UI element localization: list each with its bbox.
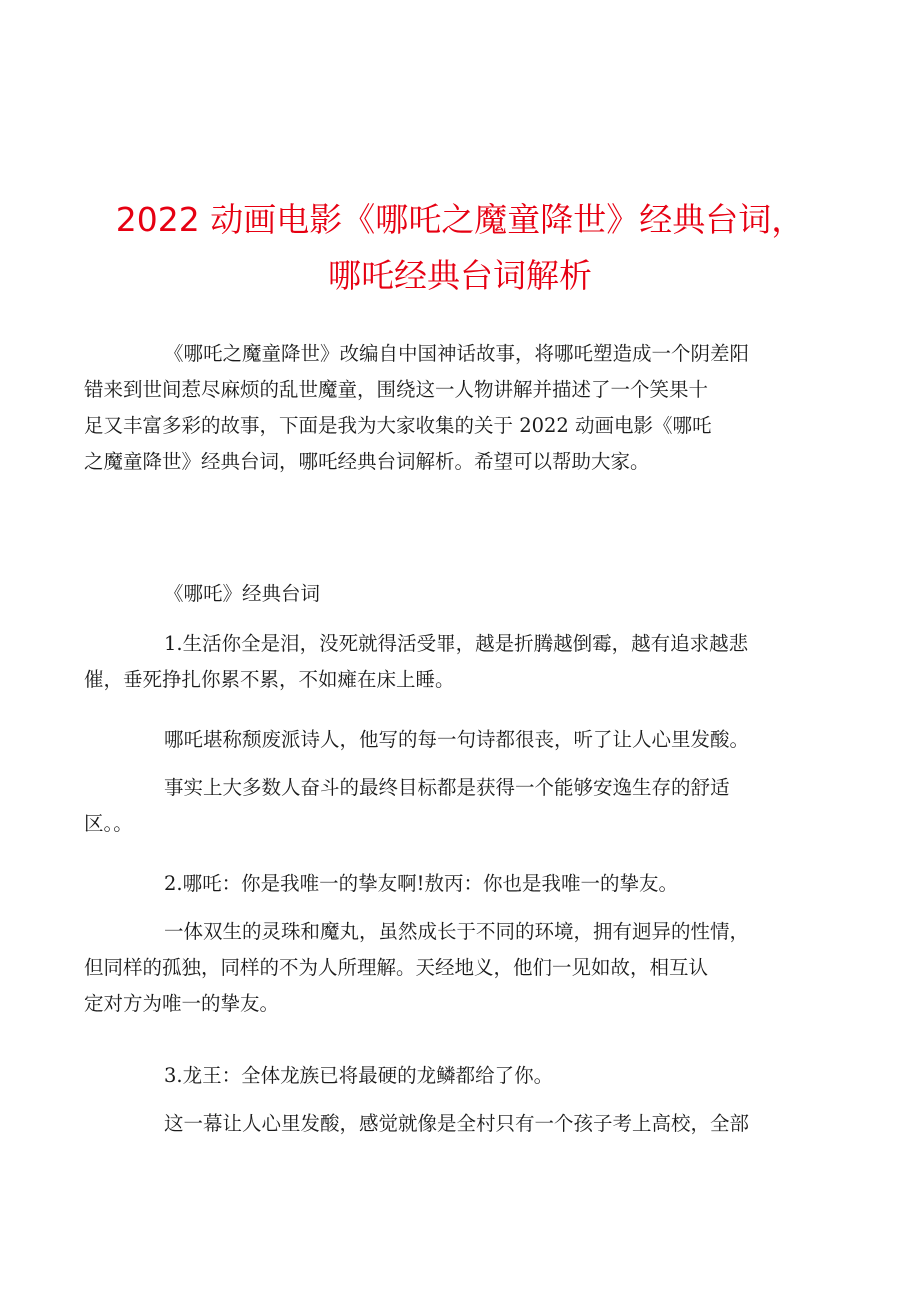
quote-3 bbox=[124, 1058, 806, 1094]
quote-1-comment-2-line: 事实上大多数人奋斗的最终目标都是获得一个能够安逸生存的舒适 bbox=[164, 776, 730, 799]
intro-line: 《哪吒之魔童降世》改编自中国神话故事，将哪吒塑造成一个阴差阳 bbox=[164, 342, 750, 365]
quote-2-comment-line: 一体双生的灵珠和魔丸，虽然成长于不同的环境，拥有迥异的性情， bbox=[164, 920, 750, 943]
quote-2-comment bbox=[84, 914, 806, 1022]
quote-1-line: 1.生活你全是泪，没死就得活受罪，越是折腾越倒霉，越有追求越悲 bbox=[164, 632, 749, 655]
quote-1-comment-1 bbox=[124, 722, 806, 758]
quote-1-comment-2-line: 区。。 bbox=[84, 812, 133, 835]
quote-1 bbox=[84, 626, 806, 698]
title-line-1: 2022 动画电影《哪吒之魔童降世》经典台词， bbox=[115, 200, 805, 239]
document-title bbox=[90, 192, 830, 304]
intro-line: 之魔童降世》经典台词，哪吒经典台词解析。希望可以帮助大家。 bbox=[84, 450, 650, 473]
quote-2 bbox=[124, 866, 806, 902]
quote-3-text: 3.龙王：全体龙族已将最硬的龙鳞都给了你。 bbox=[164, 1064, 554, 1087]
quote-2-comment-line: 定对方为唯一的挚友。 bbox=[84, 992, 280, 1015]
quote-1-comment-2 bbox=[84, 770, 806, 842]
intro-paragraph bbox=[84, 336, 806, 480]
section-heading bbox=[124, 576, 806, 612]
quote-1-comment-1-text: 哪吒堪称颓废派诗人，他写的每一句诗都很丧，听了让人心里发酸。 bbox=[164, 728, 750, 751]
intro-line: 足又丰富多彩的故事，下面是我为大家收集的关于 2022 动画电影《哪吒 bbox=[84, 414, 712, 437]
quote-2-comment-line: 但同样的孤独，同样的不为人所理解。天经地义，他们一见如故，相互认 bbox=[84, 956, 709, 979]
title-line-2: 哪吒经典台词解析 bbox=[328, 256, 592, 295]
section-heading-text: 《哪吒》经典台词 bbox=[164, 582, 321, 605]
quote-2-text: 2.哪吒：你是我唯一的挚友啊!敖丙：你也是我唯一的挚友。 bbox=[164, 872, 678, 895]
quote-3-comment bbox=[124, 1106, 806, 1142]
intro-line: 错来到世间惹尽麻烦的乱世魔童，围绕这一人物讲解并描述了一个笑果十 bbox=[84, 378, 709, 401]
quote-1-line: 催，垂死挣扎你累不累，不如瘫在床上睡。 bbox=[84, 668, 455, 691]
quote-3-comment-line: 这一幕让人心里发酸，感觉就像是全村只有一个孩子考上高校，全部 bbox=[164, 1112, 750, 1135]
